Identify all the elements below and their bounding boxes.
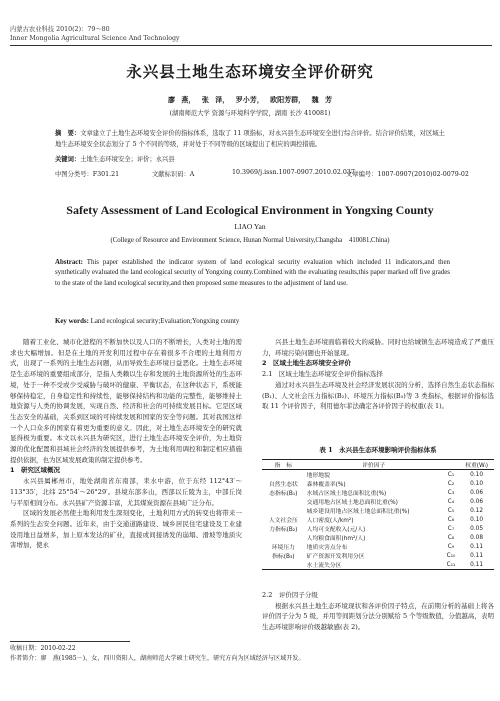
table-header-cell xyxy=(443,460,459,470)
factor-name-cell: 水土流失分区 xyxy=(305,560,443,570)
factor-code-cell: C₆ xyxy=(447,516,455,523)
table-row xyxy=(262,542,494,551)
factor-name-cell: 人口密度(人/km²) xyxy=(306,518,354,524)
indicator-group-cell xyxy=(262,560,305,570)
table-row xyxy=(262,497,494,506)
body-right-column xyxy=(262,337,494,412)
table-row xyxy=(262,479,494,488)
weight-cell: 0.11 xyxy=(470,543,484,550)
doi: 10.3969/j.issn.1007-0907.2010.02.037 xyxy=(232,169,355,176)
table-row xyxy=(262,533,494,542)
author-bio: 作者简介：廖 燕(1985－)，女，四川资阳人，湖南师范大学硕士研究生，研究方向为区域经济与区域开发。 xyxy=(10,655,305,662)
factor-code-cell: C₈ xyxy=(447,534,455,541)
keywords-cn-label: 关键词： xyxy=(55,156,81,163)
keywords-cn-text: 土地生态环境安全；评价；永兴县 xyxy=(80,156,175,163)
body-paragraph: 兴县土地生态环境面临着较大的威胁。同时也给城镇生态环境造成了严重压力，环境污染问题也开始显现。 xyxy=(262,338,494,357)
section-heading: 2 区域土地生态环境安全评价 xyxy=(262,359,352,368)
table-row xyxy=(262,524,494,533)
table-header-cell: 权重(Wᵢ) xyxy=(459,460,494,470)
abstract-en xyxy=(55,258,450,289)
keywords-en-label: Key words: xyxy=(55,318,89,325)
table-header-cell: 指 标 xyxy=(262,460,305,470)
keywords-cn xyxy=(55,155,450,166)
document-code: 文献标识码：A xyxy=(152,171,195,178)
affiliation-en: (College of Resource and Environment Science, Hunan Normal University,Changsha 410081,China) xyxy=(110,237,390,244)
factor-code-cell: C₃ xyxy=(447,489,455,496)
paper-title-cn: 永兴县土地生态环境安全评价研究 xyxy=(126,63,374,81)
factor-name-cell: 人均可支配收入(元/人) xyxy=(306,527,366,533)
factor-name-cell: 人均粮食面积(hm²/人) xyxy=(306,536,366,542)
received-date: 收稿日期：2010-02-22 xyxy=(10,645,76,652)
factor-name-cell: 水域占区域土地总面积比重(%) xyxy=(306,491,387,497)
indicator-group-cell xyxy=(262,506,305,515)
abstract-en-text: This paper established the indicator system of land ecological security evaluation which included 11 indicators,and then synthetically evaluated the land ecological security of Yongxing county.Combined with the evaluating results,this paper marked off five grades to the state of the land ecological security,and then proposed some measures to the adjustment of land use. xyxy=(55,259,450,287)
abstract-cn xyxy=(55,129,450,150)
weight-cell: 0.06 xyxy=(470,498,484,505)
body-paragraph: 永兴县属郴州市，地处湖南省东南部，耒水中游，位于东经 112°43′～113°35′，北纬 25°54′～26°29′。县境东部多山，西部以丘陵为主，中部丘岗与平原相间分布。永兴县矿产资源丰富，尤其煤炭资源在县域广泛分布。 xyxy=(10,477,242,507)
keywords-en-text: Land ecological security;Evaluation;Yongxing county xyxy=(90,318,240,325)
indicator-table xyxy=(262,459,494,570)
table-header-row xyxy=(262,460,494,470)
section-heading: 1 研究区域概况 xyxy=(10,466,61,475)
table-row xyxy=(262,515,494,524)
keywords-en xyxy=(55,318,450,325)
table-caption: 表 1 永兴县生态环境影响评价指标体系 xyxy=(319,446,437,454)
factor-name-cell: 交通用地占区域土地总面积比重(%) xyxy=(306,500,398,506)
author-en: LIAO Yan xyxy=(234,222,266,231)
weight-cell: 0.11 xyxy=(459,560,494,570)
journal-header-cn: 内蒙古农业科技 2010(2)：79～80 xyxy=(10,26,110,33)
factor-name-cell: 地质灾害点分布 xyxy=(306,545,348,551)
subsection-heading: 2.2 评价因子分级 xyxy=(262,591,318,599)
body-left-column xyxy=(10,337,242,551)
body-right-column-continued xyxy=(262,590,494,633)
table-header-cell: 评价因子 xyxy=(305,460,443,470)
indicator-group-cell xyxy=(262,533,305,542)
body-paragraph: 区域的发展必然使土地利用发生深刻变化，土地利用方式的转变也将带来一系列的生态安全问题。近年来，由于交通道路建设、城乡居民住宅建设及工业建设用地日益增多，加上原本发达的矿业，直接或间接诱发的崩塌、滑坡等地质灾害增加，使永 xyxy=(10,509,242,550)
factor-code-cell: C₁₀ xyxy=(446,552,456,559)
factor-code-cell: C₄ xyxy=(447,498,455,505)
weight-cell: 0.06 xyxy=(470,489,484,496)
indicator-group-cell: 环境压力 xyxy=(271,545,295,551)
indicator-group-cell: 自然生态状 xyxy=(268,482,298,488)
footnote-rule xyxy=(10,641,130,642)
indicator-group-cell: 力指标(B₂) xyxy=(269,527,298,533)
factor-code-cell: C₁ xyxy=(447,471,455,478)
factor-code-cell: C₂ xyxy=(447,480,455,487)
abstract-cn-label: 摘 要： xyxy=(55,130,81,137)
indicator-group-cell: 态指标(B₁) xyxy=(269,491,298,497)
weight-cell: 0.11 xyxy=(470,552,484,559)
body-paragraph: 根据永兴县土地生态环境现状和各评价因子特点，在前期分析的基础上将各评价因子分为 5 级，并用等间距划分法分别赋给 5 个等级数值，分值越高，表明生态环境影响评价级越敏感(表 2)。 xyxy=(262,601,494,632)
paper-title-en: Safety Assessment of Land Ecological Environment in Yongxing County xyxy=(66,203,434,217)
weight-cell: 0.05 xyxy=(470,525,484,532)
abstract-cn-text: 文章建立了土地生态环境安全评价的指标体系，选取了 11 项指标，对永兴县生态环境安全进行综合评价。结合评价结果，对区域土地生态环境安全状态划分了 5 个不同的等级，并对处于不同等级的区域提出了相应的调控措施。 xyxy=(55,130,445,148)
factor-code-cell: C₅ xyxy=(447,507,455,514)
authors-cn: 廖 燕， 张 泽， 罗小芳， 欧阳芳群， 魏 芳 xyxy=(167,95,333,104)
table-row xyxy=(262,488,494,497)
factor-name-cell: 森林覆盖率(%) xyxy=(306,482,346,488)
indicator-group-cell: 指标(B₃) xyxy=(272,554,295,560)
clc-number: 中图分类号：F301.21 xyxy=(55,171,120,178)
indicator-group-cell: 人文社会压 xyxy=(268,518,298,524)
weight-cell: 0.10 xyxy=(470,516,484,523)
table-row xyxy=(262,506,494,515)
factor-name-cell: 城乡建设用地占区域土地总面积比重(%) xyxy=(306,509,410,515)
factor-code-cell: C₇ xyxy=(447,525,455,532)
body-paragraph: 通过对永兴县生态环境及社会经济发展状况的分析，选择自然生态状态指标(B₁)、人文社会压力指标(B₂)、环境压力指标(B₃)等 3 类指标，根据评价指标选取 11 个评价因子，利用德尔菲法确定各评价因子的权重(表 1)。 xyxy=(262,380,494,411)
table-row xyxy=(262,551,494,560)
factor-name-cell: 矿产资源开发利用分区 xyxy=(306,554,365,560)
weight-cell: 0.10 xyxy=(470,480,484,487)
journal-header-en: Inner Mongolia Agricultural Science And Technology xyxy=(10,35,180,42)
factor-name-cell: 地形地貌 xyxy=(306,473,330,479)
weight-cell: 0.10 xyxy=(470,471,484,478)
table-row xyxy=(262,560,494,570)
table-row xyxy=(262,470,494,480)
factor-code-cell: C₉ xyxy=(447,543,455,550)
factor-code-cell: C₁₁ xyxy=(443,560,459,570)
abstract-en-label: Abstract: xyxy=(55,259,83,266)
weight-cell: 0.08 xyxy=(470,534,484,541)
header-rule xyxy=(10,45,492,46)
indicator-group-cell xyxy=(262,470,305,480)
subsection-heading: 2.1 区域土地生态环境安全评价指标选择 xyxy=(262,370,383,379)
article-id: 文章编号：1007-0907(2010)02-0079-02 xyxy=(346,171,469,178)
affiliation-cn: (湖南师范大学 资源与环境科学学院，湖南 长沙 410081) xyxy=(169,110,331,117)
weight-cell: 0.12 xyxy=(470,507,484,514)
body-paragraph: 随着工业化、城市化进程的不断加快以及人口的不断增长，人类对土地的需求也大幅增加。但是在土地的开发利用过程中存在着很多不合理的土地利用方式，出现了一系列的土地生态问题，从而导致生态环境日益恶化。土地生态环境是生态环境的重要组成部分，是指人类赖以生存和发展的土地资源所处的生态环境，处于一种不受或少受威胁与破坏的健康、平衡状态，在这种状态下，系统能够保持稳定，自身稳定性和持续性，能够保持结构和功能的完整性，能够维持土地资源与人类的协调发展，实现自然、经济和社会的可持续发展目标。它是区域生态安全的基础，关系到区域的可持续发展和国家的安全等问题。其对我国这样一个人口众多的国家有着更为重要的意义。因此，对土地生态环境安全的研究就显得极为重要。本文以永兴县为研究区，进行土地生态环境安全评价，为土地资源的优化配置和县域社会经济的发展提供参考，为土地利用调控和制定相应措施提供依据，也为区域发展政策的制定提供参考。 xyxy=(10,338,242,464)
indicator-group-cell xyxy=(262,497,305,506)
